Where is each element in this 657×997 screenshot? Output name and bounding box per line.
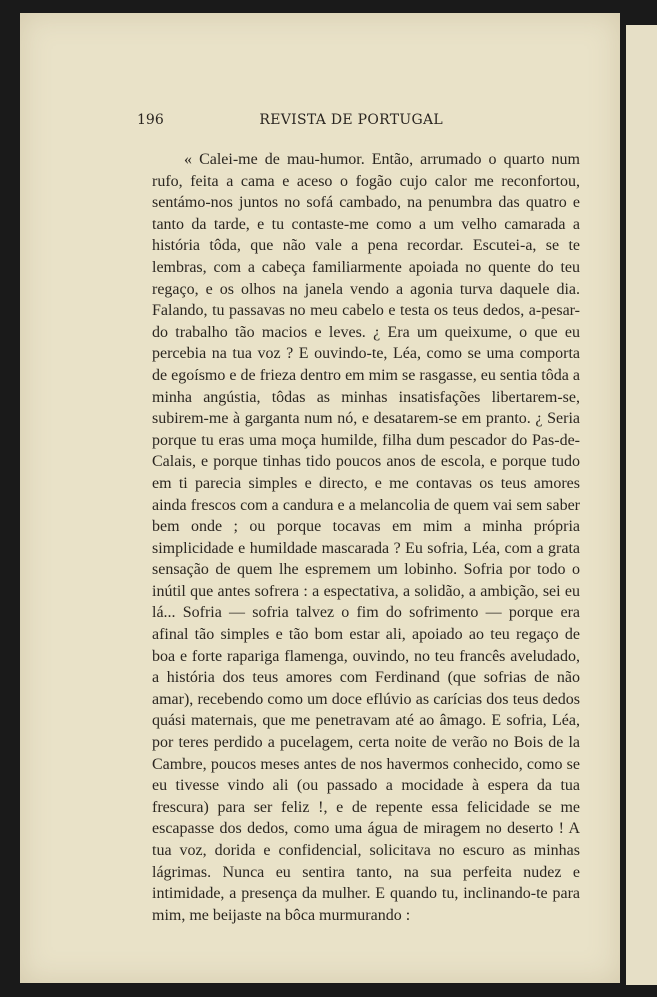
page-header [137, 112, 443, 134]
running-title: REVISTA DE PORTUGAL [259, 112, 443, 128]
page-number: 196 [137, 112, 164, 128]
adjacent-page-edge [626, 25, 657, 985]
paragraph: « Calei-me de mau-humor. Então, arrumado o quarto num rufo, feita a cama e aceso o fogão cujo calor me reconfortou, sentámo-nos juntos no sofá cambado, na penumbra das quatro e tanto da tarde, e tu contaste-me como a um velho camarada a história tôda, que não vale a pena recordar. Escutei-a, se te lembras, com a cabeça familiarmente apoiada no quente do teu regaço, e os olhos na janela vendo a agonia turva daquele dia. Falando, tu passavas no meu cabelo e testa os teus dedos, a-pesar-do trabalho tão macios e leves. ¿ Era um queixume, o que eu percebia na tua voz ? E ouvindo-te, Léa, como se uma comporta de egoísmo e de frieza dentro em mim se rasgasse, eu sentia tôda a minha angústia, tôdas as minhas insatisfações libertarem-se, subirem-me à garganta num nó, e desatarem-se em pranto. ¿ Seria porque tu eras uma moça humilde, filha dum pescador do Pas-de-Calais, e porque tinhas tido poucos anos de escola, e porque tudo em ti parecia simples e directo, e me contavas os teus amores ainda frescos com a candura e a melancolia de quem vai sem saber bem onde ; ou porque tocavas em mim a minha própria simplicidade e humildade mascarada ? Eu sofria, Léa, com a grata sensação de quem lhe espremem um lobinho. Sofria por todo o inútil que antes sofrera : a espectativa, a solidão, a ambição, sei eu lá... Sofria — sofria talvez o fim do sofrimento — porque era afinal tão simples e tão bom estar ali, apoiado ao teu regaço de boa e forte rapariga flamenga, ouvindo, no teu francês aveludado, a história dos teus amores com Ferdinand (que sofrias de não amar), recebendo como um doce eflúvio as carícias dos teus dedos quási maternais, que me penetravam até ao âmago. E sofria, Léa, por teres perdido a pucelagem, certa noite de verão no Bois de la Cambre, poucos meses antes de nos havermos conhecido, como se eu tivesse vindo ali (ou passado a mocidade à espera da tua frescura) para ser feliz !, e de repente essa felicidade se me escapasse dos dedos, como uma água de miragem no deserto ! A tua voz, dorida e confidencial, solicitava no escuro as minhas lágrimas. Nunca eu sentira tanto, na sua perfeita nudez e intimidade, a presença da mulher. E quando tu, inclinando-te para mim, me beijaste na bôca murmurando : [152, 151, 580, 924]
body-text [152, 149, 580, 926]
